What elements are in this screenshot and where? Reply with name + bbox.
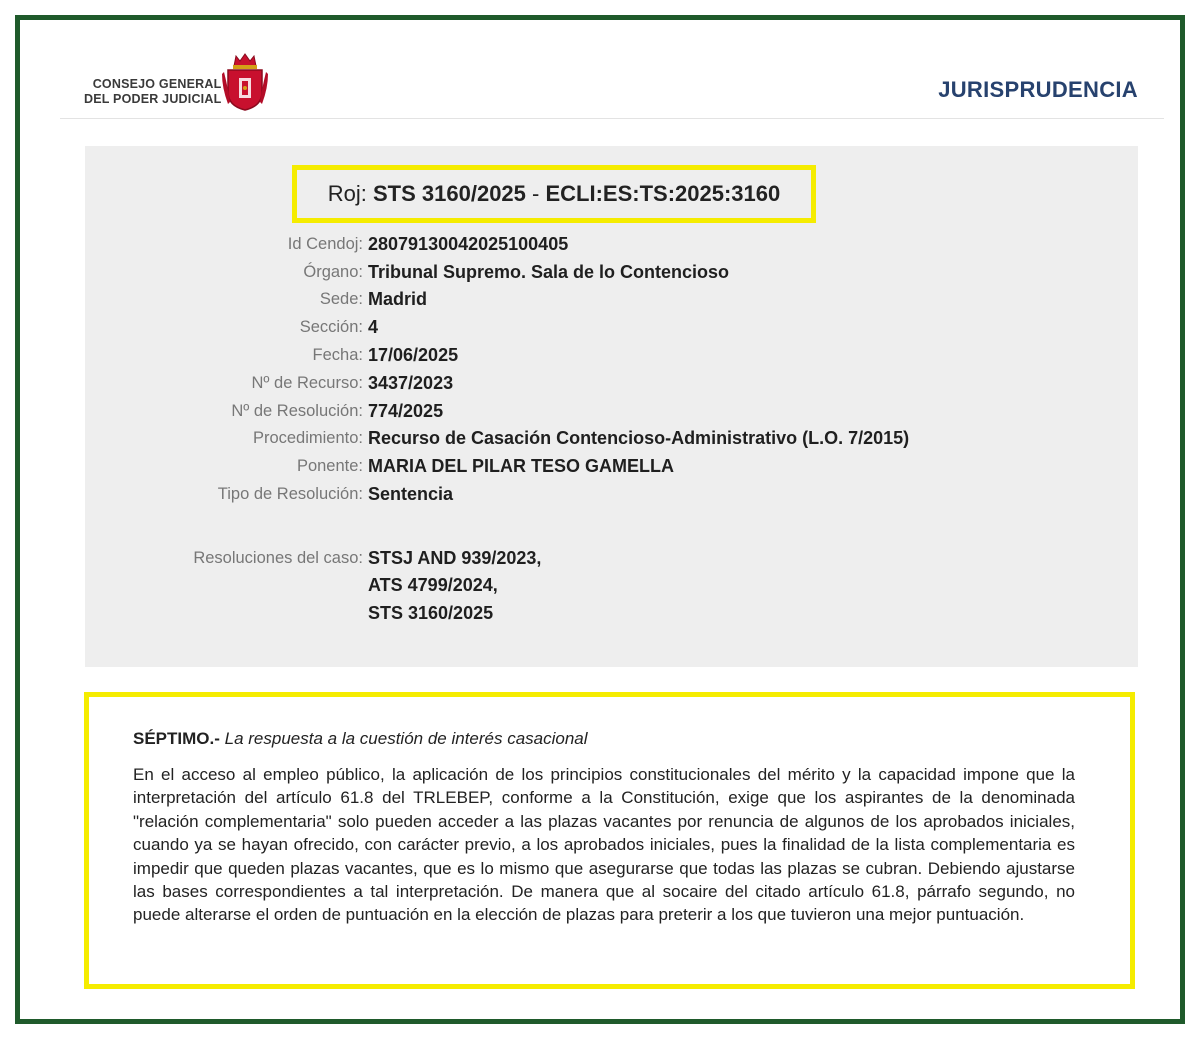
field-value: 3437/2023 — [368, 373, 454, 393]
case-resolutions-label: Resoluciones del caso: — [193, 549, 363, 567]
roj-value: STS 3160/2025 — [373, 181, 526, 206]
field-value: 774/2025 — [368, 401, 444, 421]
field-ponente — [85, 455, 1138, 481]
field-value: Tribunal Supremo. Sala de lo Contencioso — [368, 262, 730, 282]
field-label: Órgano: — [303, 263, 363, 281]
field-label: Nº de Resolución: — [231, 402, 363, 420]
excerpt-heading — [133, 729, 588, 749]
field-value: 28079130042025100405 — [368, 234, 569, 254]
field-procedimiento — [85, 427, 1138, 453]
field-label: Procedimiento: — [252, 429, 363, 447]
excerpt-heading-title: La respuesta a la cuestión de interés casacional — [224, 729, 588, 748]
cgpj-logo-text[interactable] — [84, 77, 221, 107]
logo-line-2: DEL PODER JUDICIAL — [84, 92, 222, 106]
section-title[interactable]: JURISPRUDENCIA — [938, 77, 1138, 102]
roj-highlight-box — [292, 165, 816, 223]
field-id-cendoj — [85, 233, 1138, 259]
case-resolution-link-ats[interactable]: ATS 4799/2024, — [368, 575, 498, 595]
excerpt-body: En el acceso al empleo público, la aplicación de los principios constitucionales del mérito y la capacidad impone que la interpretación del artículo 61.8 del TRLEBEP, conforme a la Constitución, exige que los aspirantes de la denominada "relación complementaria" solo pueden acceder a las plazas vacantes por renuncia de algunos de los aprobados iniciales, cuando ya se hayan ofrecido, con carácter previo, a los aprobados iniciales, pues la finalidad de la lista complementaria es impedir que queden plazas vacantes, que es lo mismo que asegurarse que todas las plazas se cubran. Debiendo ajustarse las bases correspondientes a tal interpretación. De manera que al socaire del citado artículo 61.8, párrafo segundo, no puede alterarse el orden de puntuación en la elección de plazas para preterir a los que tuvieron una mejor puntuación. — [133, 765, 1075, 925]
field-label: Ponente: — [296, 457, 363, 475]
header-divider — [60, 118, 1164, 119]
excerpt-heading-number: SÉPTIMO.- — [133, 729, 220, 748]
case-resolution-link-stsj[interactable]: STSJ AND 939/2023, — [368, 548, 542, 568]
field-sede — [85, 288, 1138, 314]
case-resolutions-row-2 — [85, 574, 1138, 600]
field-organo — [85, 261, 1138, 287]
field-value: MARIA DEL PILAR TESO GAMELLA — [368, 456, 674, 476]
field-value: Recurso de Casación Contencioso-Administrativo (L.O. 7/2015) — [368, 428, 910, 448]
field-label: Id Cendoj: — [287, 235, 363, 253]
field-value: Madrid — [368, 289, 428, 309]
ecli-value: ECLI:ES:TS:2025:3160 — [545, 181, 781, 206]
field-recurso — [85, 372, 1138, 398]
roj-separator: - — [532, 181, 540, 206]
field-resolucion — [85, 400, 1138, 426]
field-label: Sección: — [299, 318, 363, 336]
field-label: Fecha: — [312, 346, 363, 364]
case-resolutions — [85, 547, 1138, 573]
field-tipo-resolucion — [85, 483, 1138, 509]
field-label: Tipo de Resolución: — [217, 485, 363, 503]
field-value: 17/06/2025 — [368, 345, 459, 365]
field-value: 4 — [368, 317, 379, 337]
field-fecha — [85, 344, 1138, 370]
logo-line-1: CONSEJO GENERAL — [92, 77, 222, 91]
roj-prefix: Roj: — [327, 181, 367, 206]
excerpt-highlight-box — [84, 692, 1135, 989]
field-label: Nº de Recurso: — [251, 374, 363, 392]
case-resolution-current: STS 3160/2025 — [368, 603, 494, 623]
case-resolutions-row-3 — [85, 602, 1138, 628]
coat-of-arms-icon[interactable] — [222, 52, 268, 112]
field-label: Sede: — [319, 290, 363, 308]
field-value: Sentencia — [368, 484, 454, 504]
field-seccion — [85, 316, 1138, 342]
